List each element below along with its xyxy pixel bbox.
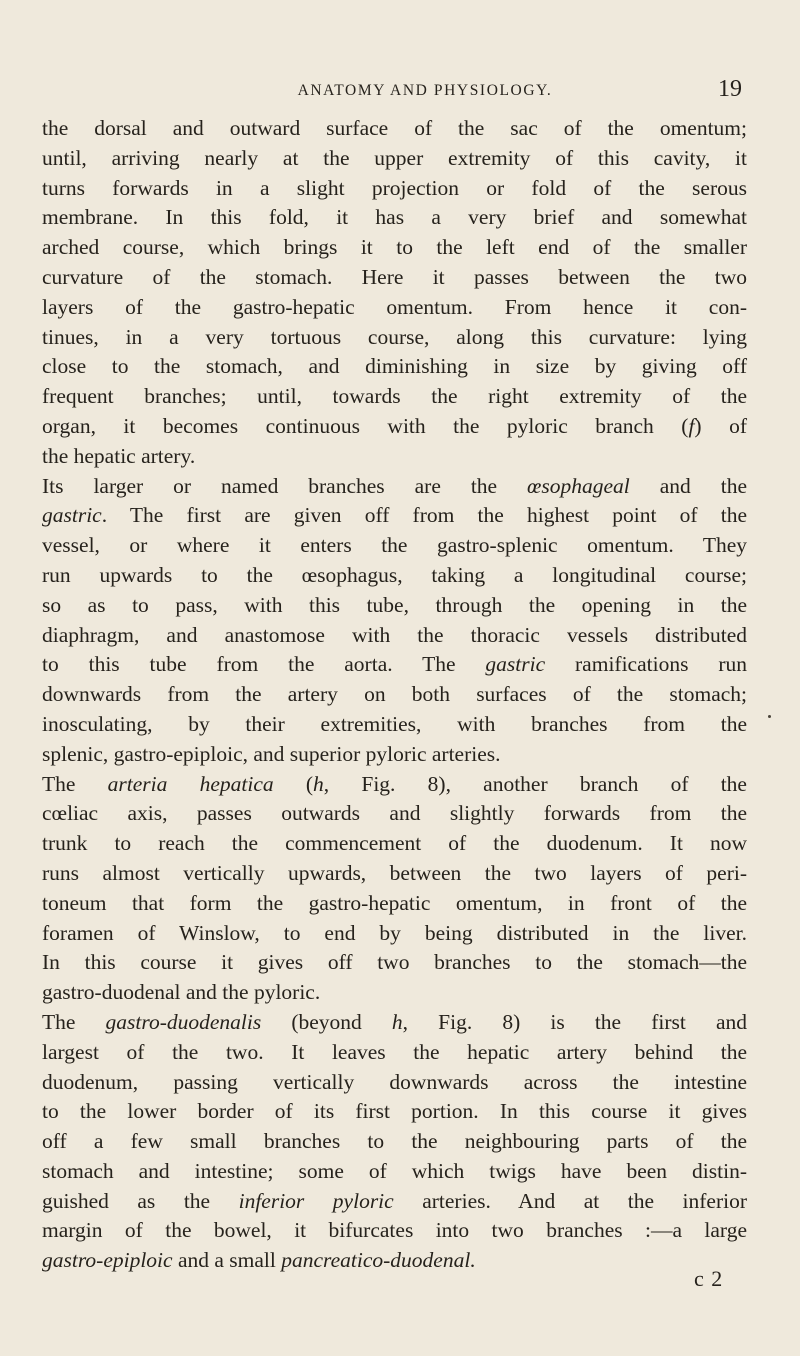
text-run: to the lower border of its first portion. In this course it gives bbox=[42, 1099, 747, 1124]
text-line bbox=[42, 948, 747, 978]
text-run: ramifications run bbox=[545, 652, 747, 677]
text-line bbox=[42, 978, 747, 1008]
text-run: the hepatic artery. bbox=[42, 443, 196, 468]
text-line bbox=[42, 889, 747, 919]
text-run: splenic, gastro-epiploic, and superior pyloric arteries. bbox=[42, 741, 501, 766]
italic-term: f bbox=[688, 413, 695, 438]
text-line bbox=[42, 531, 747, 561]
text-run: The bbox=[42, 1009, 106, 1034]
italic-term: gastro-epiploic bbox=[42, 1248, 173, 1273]
text-line bbox=[42, 144, 747, 174]
ink-speck bbox=[768, 715, 771, 718]
text-line bbox=[42, 382, 747, 412]
text-line bbox=[42, 859, 747, 889]
text-run: foramen of Winslow, to end by being distributed in the liver. bbox=[42, 920, 747, 945]
text-line bbox=[42, 1097, 747, 1127]
text-run: . The first are given off from the highest point of the bbox=[101, 503, 747, 528]
text-line bbox=[42, 323, 747, 353]
text-run: largest of the two. It leaves the hepatic artery behind the bbox=[42, 1039, 747, 1064]
text-run: organ, it becomes continuous with the pyloric branch ( bbox=[42, 413, 689, 438]
text-line bbox=[42, 1127, 747, 1157]
text-run: curvature of the stomach. Here it passes between the two bbox=[42, 264, 747, 289]
text-line bbox=[42, 114, 747, 144]
text-run: close to the stomach, and diminishing in size by giving off bbox=[42, 354, 747, 379]
text-run: vessel, or where it enters the gastro-splenic omentum. They bbox=[42, 533, 747, 558]
text-run: membrane. In this fold, it has a very brief and somewhat bbox=[42, 205, 747, 230]
text-line bbox=[42, 650, 747, 680]
italic-term: h bbox=[313, 771, 324, 796]
text-run: and a small bbox=[172, 1248, 282, 1273]
text-run: and the bbox=[629, 473, 747, 498]
text-line bbox=[42, 799, 747, 829]
text-run: downwards from the artery on both surfaces of the stomach; bbox=[42, 682, 747, 707]
body-text bbox=[42, 114, 747, 1276]
text-run: off a few small branches to the neighbouring parts of the bbox=[42, 1129, 747, 1154]
text-line bbox=[42, 591, 747, 621]
text-line bbox=[42, 1157, 747, 1187]
text-run: tinues, in a very tortuous course, along this curvature: lying bbox=[42, 324, 747, 349]
italic-term: gastro-duodenalis bbox=[105, 1009, 262, 1034]
text-line bbox=[42, 293, 747, 323]
text-line bbox=[42, 1216, 747, 1246]
text-run: trunk to reach the commencement of the duodenum. It now bbox=[42, 831, 747, 856]
text-run: arteries. And at the inferior bbox=[393, 1188, 747, 1213]
text-line bbox=[42, 412, 747, 442]
text-run: (beyond bbox=[261, 1009, 392, 1034]
italic-term: œsophageal bbox=[527, 473, 630, 498]
text-line bbox=[42, 174, 747, 204]
text-line bbox=[42, 472, 747, 502]
text-line bbox=[42, 442, 747, 472]
page-number: 19 bbox=[718, 76, 742, 102]
text-line bbox=[42, 1038, 747, 1068]
italic-term: gastric bbox=[485, 652, 546, 677]
text-run: so as to pass, with this tube, through the opening in the bbox=[42, 592, 747, 617]
text-run: the dorsal and outward surface of the sac of the omentum; bbox=[42, 116, 747, 140]
text-run: diaphragm, and anastomose with the thoracic vessels distributed bbox=[42, 622, 747, 647]
text-run: ) of bbox=[694, 413, 747, 438]
italic-term: gastric bbox=[42, 503, 102, 528]
text-line bbox=[42, 203, 747, 233]
text-run: , Fig. 8) is the first and bbox=[402, 1009, 747, 1034]
text-line bbox=[42, 680, 747, 710]
text-run: turns forwards in a slight projection or fold of the serous bbox=[42, 175, 747, 200]
text-line bbox=[42, 263, 747, 293]
text-line bbox=[42, 829, 747, 859]
text-run: arched course, which brings it to the left end of the smaller bbox=[42, 235, 747, 260]
text-run: margin of the bowel, it bifurcates into two branches :—a large bbox=[42, 1218, 747, 1243]
text-run: The bbox=[42, 771, 108, 796]
italic-term: pancreatico-duodenal. bbox=[281, 1248, 476, 1273]
text-run: toneum that form the gastro-hepatic omentum, in front of the bbox=[42, 890, 747, 915]
text-run: gastro-duodenal and the pyloric. bbox=[42, 980, 321, 1005]
text-run: run upwards to the œsophagus, taking a longitudinal course; bbox=[42, 562, 747, 587]
text-line bbox=[42, 233, 747, 263]
text-run: to this tube from the aorta. The bbox=[42, 652, 486, 677]
text-line bbox=[42, 501, 747, 531]
running-head: ANATOMY AND PHYSIOLOGY. bbox=[297, 82, 553, 99]
text-line bbox=[42, 1187, 747, 1217]
text-run: , Fig. 8), another branch of the bbox=[323, 771, 747, 796]
text-line bbox=[42, 1246, 747, 1276]
text-line bbox=[42, 770, 747, 800]
text-line bbox=[42, 710, 747, 740]
italic-term: arteria hepatica bbox=[107, 771, 274, 796]
text-line bbox=[42, 621, 747, 651]
text-line bbox=[42, 352, 747, 382]
printer-signature: c 2 bbox=[694, 1266, 724, 1291]
text-run: duodenum, passing vertically downwards across the intestine bbox=[42, 1069, 747, 1094]
italic-term: h bbox=[391, 1009, 403, 1034]
text-run: Its larger or named branches are the bbox=[42, 473, 528, 498]
text-run: stomach and intestine; some of which twigs have been distin- bbox=[42, 1158, 747, 1183]
text-line bbox=[42, 740, 747, 770]
text-run: In this course it gives off two branches to the stomach—the bbox=[42, 950, 747, 975]
text-line bbox=[42, 561, 747, 591]
text-run: layers of the gastro-hepatic omentum. From hence it con- bbox=[42, 294, 747, 319]
text-line bbox=[42, 1068, 747, 1098]
text-line bbox=[42, 1008, 747, 1038]
text-line bbox=[42, 919, 747, 949]
text-run: until, arriving nearly at the upper extremity of this cavity, it bbox=[42, 145, 747, 170]
text-run: runs almost vertically upwards, between the two layers of peri- bbox=[42, 860, 747, 885]
text-run: cœliac axis, passes outwards and slightly forwards from the bbox=[42, 801, 747, 826]
text-run: guished as the bbox=[42, 1188, 239, 1213]
text-run: inosculating, by their extremities, with branches from the bbox=[42, 711, 747, 736]
text-run: ( bbox=[273, 771, 314, 796]
italic-term: inferior pyloric bbox=[238, 1188, 394, 1213]
text-run: frequent branches; until, towards the right extremity of the bbox=[42, 384, 747, 409]
